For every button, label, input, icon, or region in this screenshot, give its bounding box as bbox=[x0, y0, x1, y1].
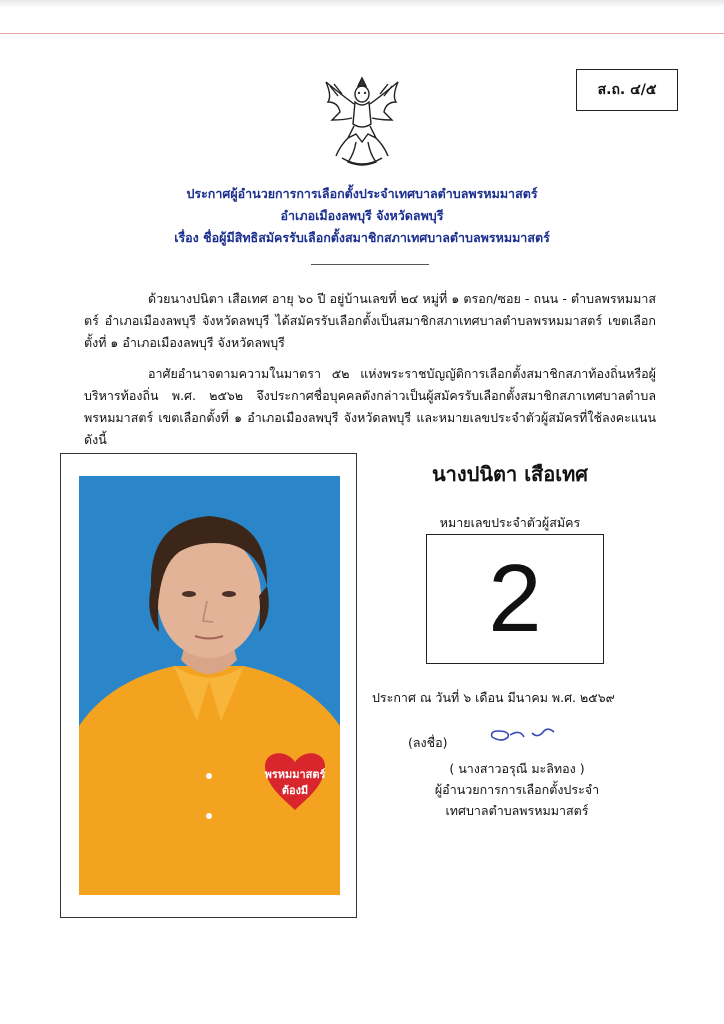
signer-title-2: เทศบาลตำบลพรหมมาสตร์ bbox=[445, 803, 589, 818]
announcement-date: ประกาศ ณ วันที่ ๖ เดือน มีนาคม พ.ศ. ๒๕๖๙ bbox=[372, 690, 615, 705]
form-code: ส.ถ. ๔/๕ bbox=[597, 82, 657, 98]
page-top-edge bbox=[0, 0, 724, 8]
signer-name: ( นางสาวอรุณี มะลิทอง ) bbox=[449, 761, 585, 776]
shirt-badge-text-1: พรหมมาสตร์ bbox=[264, 768, 326, 781]
paragraph-2-text: อาศัยอำนาจตามความในมาตรา ๕๒ แห่งพระราชบัญญัติการเลือกตั้งสมาชิกสภาท้องถิ่นหรือผู้บริหารท้องถิ่น พ.ศ. ๒๕๖๒ จึงประกาศชื่อบุคคลดังกล่าวเป็นผู้สมัครรับเลือกตั้งสมาชิกสภาเทศบาลตำบลพรหมมาสตร์ เขตเลือกตั้งที่ ๑ อำเภอเมืองลพบุรี จังหวัดลพบุรี และหมายเลขประจำตัวผู้สมัครที่ใช้ลงคะแนน ดังนี้ bbox=[84, 366, 656, 447]
candidate-portrait bbox=[79, 476, 340, 895]
candidate-name: นางปนิตา เสือเทศ bbox=[432, 462, 588, 486]
signer-block bbox=[412, 758, 622, 821]
form-code-box bbox=[576, 69, 678, 111]
candidate-photo bbox=[79, 476, 340, 895]
sign-label: (ลงชื่อ) bbox=[408, 735, 448, 750]
candidate-number-label: หมายเลขประจำตัวผู้สมัคร bbox=[439, 515, 581, 530]
title-line-3: เรื่อง ชื่อผู้มีสิทธิสมัครรับเลือกตั้งสมาชิกสภาเทศบาลตำบลพรหมมาสตร์ bbox=[174, 230, 550, 245]
title-line-2: อำเภอเมืองลพบุรี จังหวัดลพบุรี bbox=[280, 208, 444, 223]
page-top-rule bbox=[0, 33, 724, 34]
paragraph-1 bbox=[84, 288, 656, 354]
garuda-emblem-icon bbox=[318, 72, 406, 170]
candidate-number-box bbox=[426, 534, 604, 664]
paragraph-2 bbox=[84, 363, 656, 451]
title-separator bbox=[311, 264, 429, 265]
paragraph-1-text: ด้วยนางปนิตา เสือเทศ อายุ ๖๐ ปี อยู่บ้านเลขที่ ๒๔ หมู่ที่ ๑ ตรอก/ซอย - ถนน - ตำบลพรหมมาสตร์ อำเภอเมืองลพบุรี จังหวัดลพบุรี ได้สมัครรับเลือกตั้งเป็นสมาชิกสภาเทศบาลตำบลพรหมมาสตร์ เขตเลือกตั้งที่ ๑ อำเภอเมืองลพบุรี จังหวัดลพบุรี bbox=[84, 291, 656, 350]
signature-icon bbox=[488, 723, 568, 747]
shirt-badge-text-2: ต้องมี bbox=[281, 784, 309, 797]
title-line-1: ประกาศผู้อำนวยการการเลือกตั้งประจำเทศบาลตำบลพรหมมาสตร์ bbox=[186, 186, 538, 201]
signer-title-1: ผู้อำนวยการการเลือกตั้งประจำ bbox=[434, 782, 600, 797]
announcement-title bbox=[0, 183, 724, 249]
candidate-number: 2 bbox=[488, 545, 542, 652]
